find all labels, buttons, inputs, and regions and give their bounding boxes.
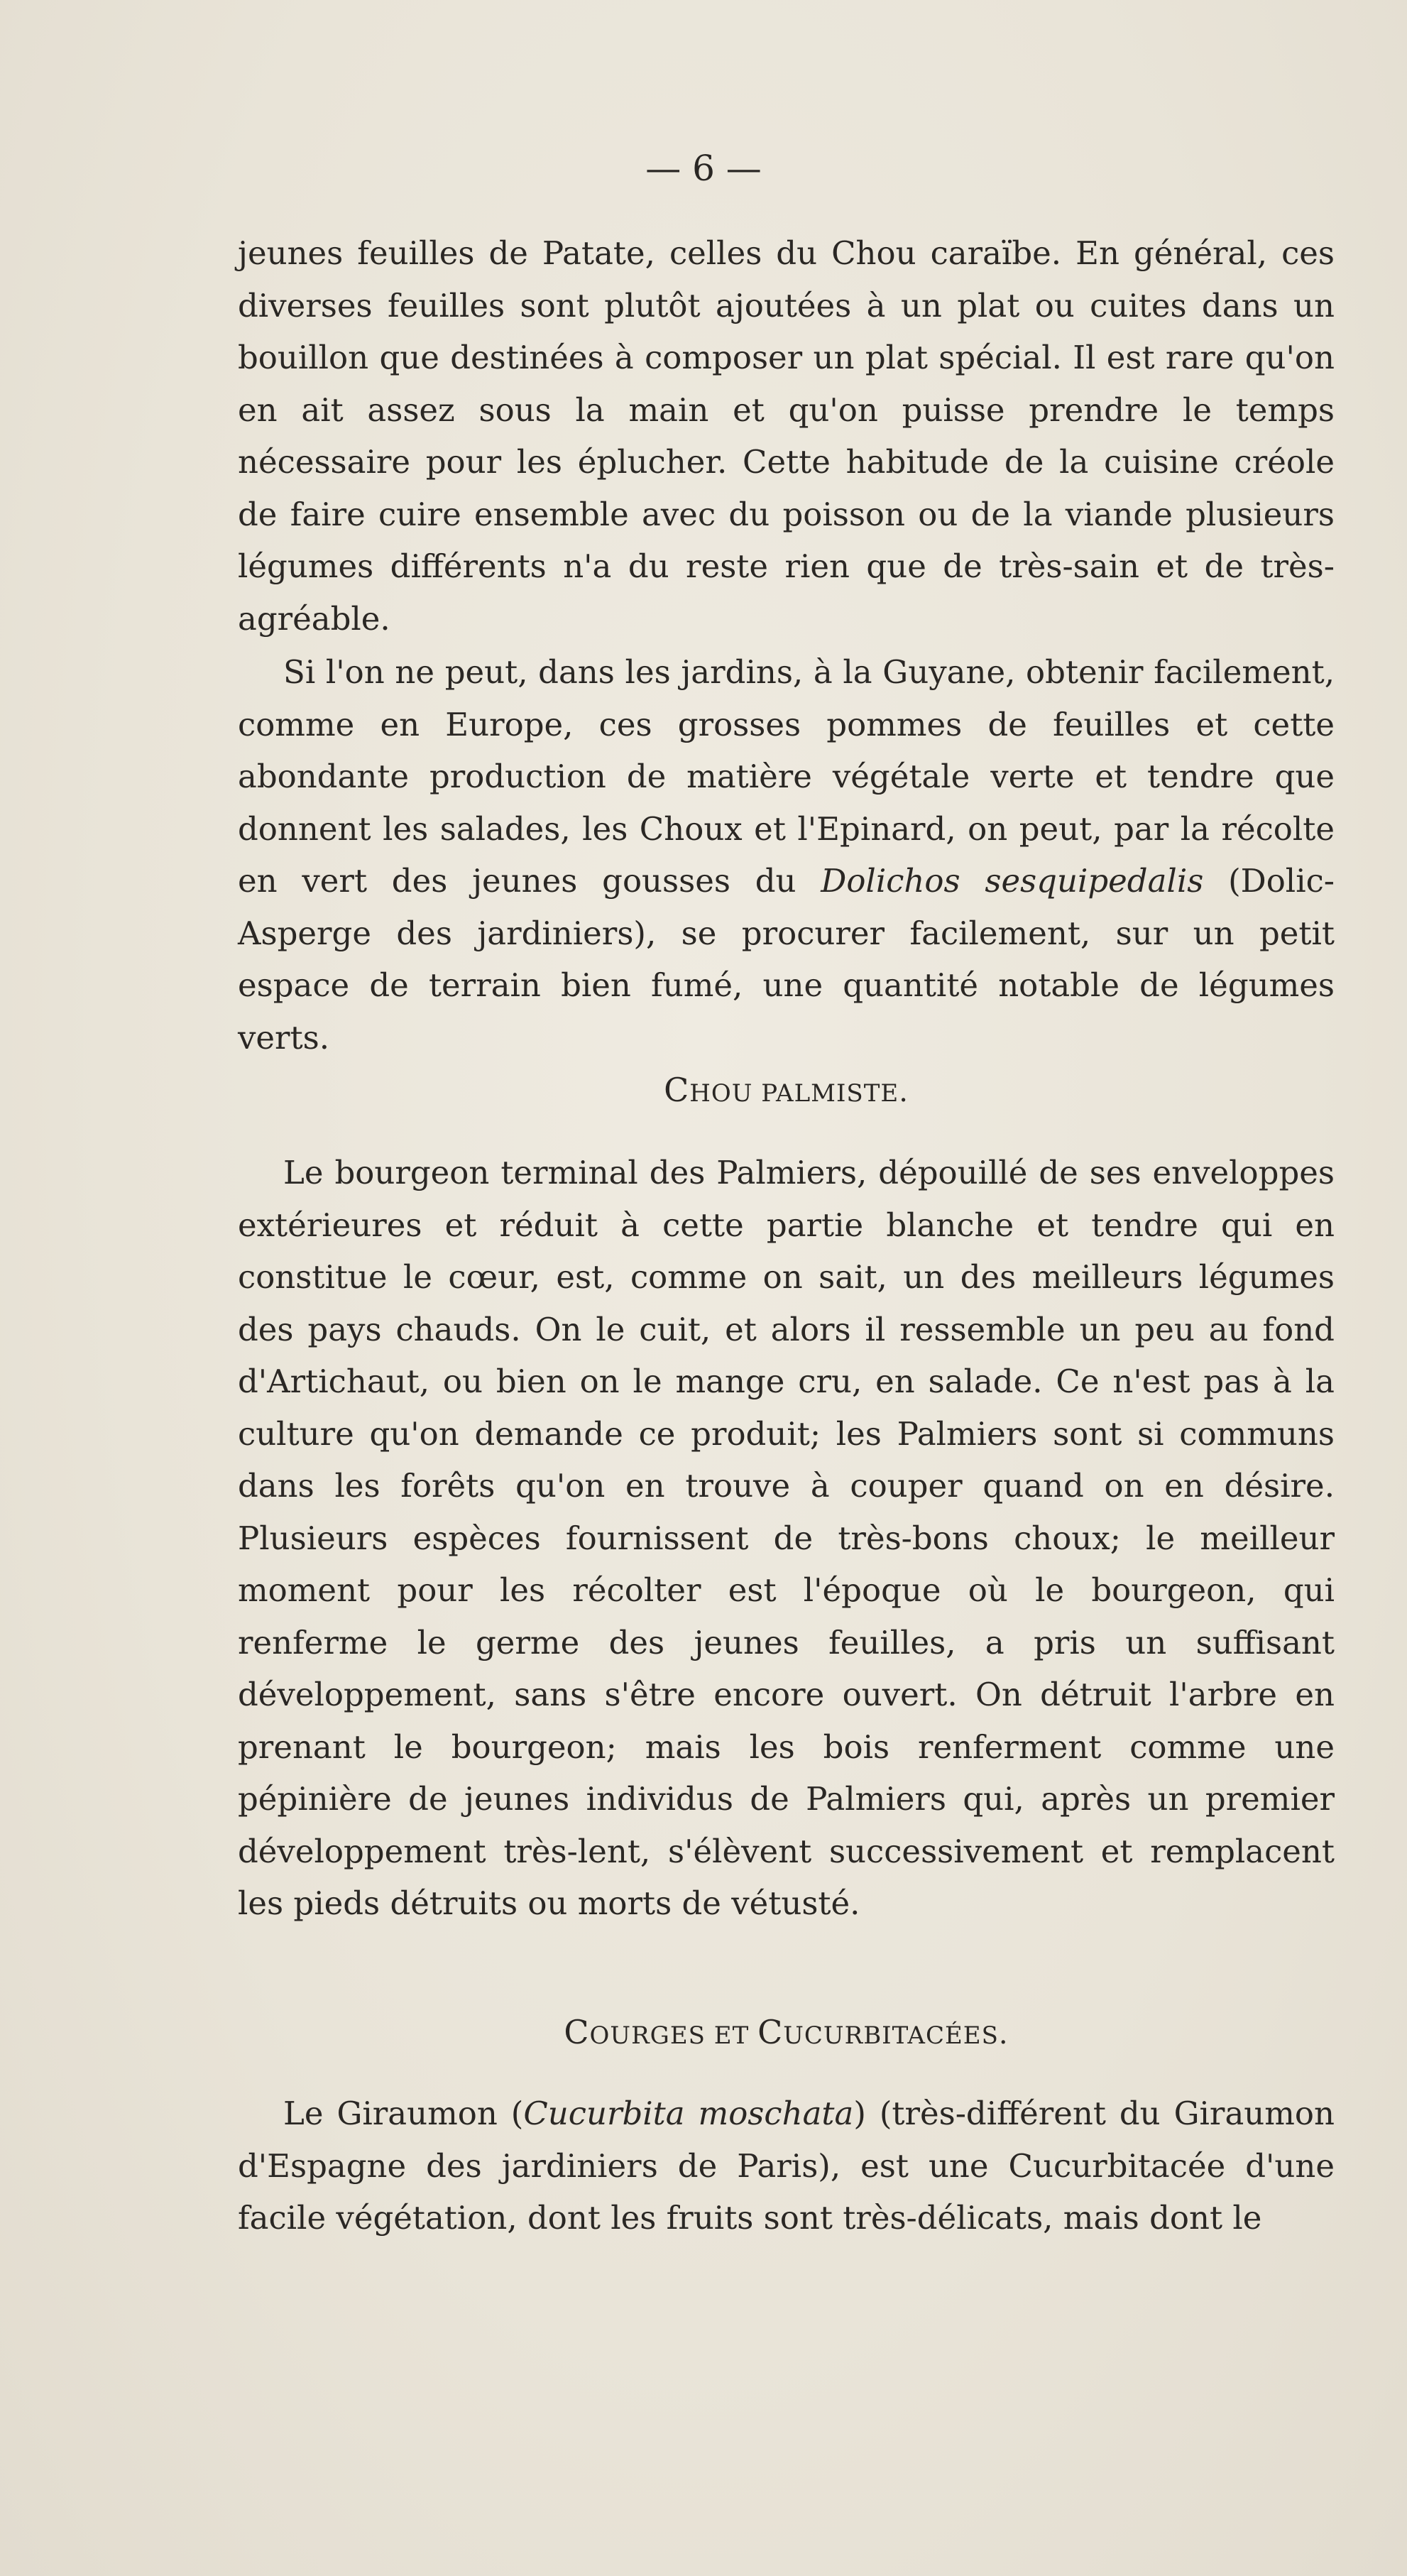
heading-1-trailing: .	[899, 1076, 909, 1108]
heading-chou-palmiste-block	[238, 1071, 1335, 1109]
species-name-cucurbita: Cucurbita moschata	[523, 2095, 854, 2132]
paragraph-guyane-text-1: Si l'on ne peut, dans les jardins, à la Guyane, obtenir facilement, comme en Europe, ces grosses pommes de feuilles et cette abondante production de matière végétale verte et tendre que donnent les salades, les Choux et l'Epinard, on peut, par la récolte en vert des jeunes gousses du	[238, 653, 1335, 900]
section-heading-chou-palmiste	[238, 1071, 1335, 1109]
heading-2-initial-2: C	[757, 2013, 784, 2051]
species-name-dolichos: Dolichos sesquipedalis	[821, 862, 1204, 900]
heading-1-initial: C	[664, 1071, 690, 1109]
paragraph-guyane-block	[238, 646, 1335, 1064]
paragraph-continuation	[238, 227, 1335, 645]
heading-2-trailing: .	[998, 2018, 1009, 2051]
paragraph-giraumon	[238, 2087, 1335, 2244]
heading-2-rest-1: OURGES ET	[589, 2021, 758, 2050]
heading-1-rest: HOU PALMISTE	[689, 1079, 899, 1108]
page-number: — 6 —	[645, 148, 762, 189]
paragraph-guyane	[238, 646, 1335, 1064]
paragraph-palmiers: Le bourgeon terminal des Palmiers, dépouillé de ses enveloppes extérieures et réduit à cette partie blanche et tendre qui en constitue le cœur, est, comme on sait, un des meilleurs légumes des pays chauds. On le cuit, et alors il ressemble un peu au fond d'Artichaut, ou bien on le mange cru, en salade. Ce n'est pas à la culture qu'on demande ce produit; les Palmiers sont si communs dans les forêts qu'on en trouve à couper quand on en désire. Plusieurs espèces fournissent de très-bons choux; le meilleur moment pour les récolter est l'époque où le bourgeon, qui renferme le germe des jeunes feuilles, a pris un suffisant développement, sans s'être encore ouvert. On détruit l'arbre en prenant le bourgeon; mais les bois renferment comme une pépinière de jeunes individus de Palmiers qui, après un premier développement très-lent, s'élèvent successivement et remplacent les pieds détruits ou morts de vétusté.	[238, 1154, 1335, 1922]
paragraph-giraumon-text-2: ) (très-différent du Giraumon d'Espagne des jardiniers de Paris), est une Cucurbitacée d'une facile végétation, dont les fruits sont très-délicats, mais dont le	[238, 2095, 1335, 2237]
paragraph-guyane-text-2: (Dolic-Asperge des jardiniers), se procurer facilement, sur un petit espace de terrain bien fumé, une quantité notable de légumes verts.	[238, 862, 1335, 1057]
paragraph-feuilles: jeunes feuilles de Patate, celles du Chou caraïbe. En général, ces diverses feuilles sont plutôt ajoutées à un plat ou cuites dans un bouillon que destinées à composer un plat spécial. Il est rare qu'on en ait assez sous la main et qu'on puisse prendre le temps nécessaire pour les éplucher. Cette habitude de la cuisine créole de faire cuire ensemble avec du poisson ou de la viande plusieurs légumes différents n'a du reste rien que de très-sain et de très-agréable.	[238, 234, 1335, 638]
paragraph-palmiers-block	[238, 1147, 1335, 1930]
heading-2-rest-2: UCURBITACÉES	[783, 2021, 999, 2050]
heading-courges-block	[238, 2013, 1335, 2051]
paragraph-giraumon-text-1: Le Giraumon (	[283, 2095, 524, 2132]
paragraph-giraumon-block	[238, 2087, 1335, 2244]
section-heading-courges	[238, 2013, 1335, 2051]
heading-2-initial-1: C	[564, 2013, 590, 2051]
